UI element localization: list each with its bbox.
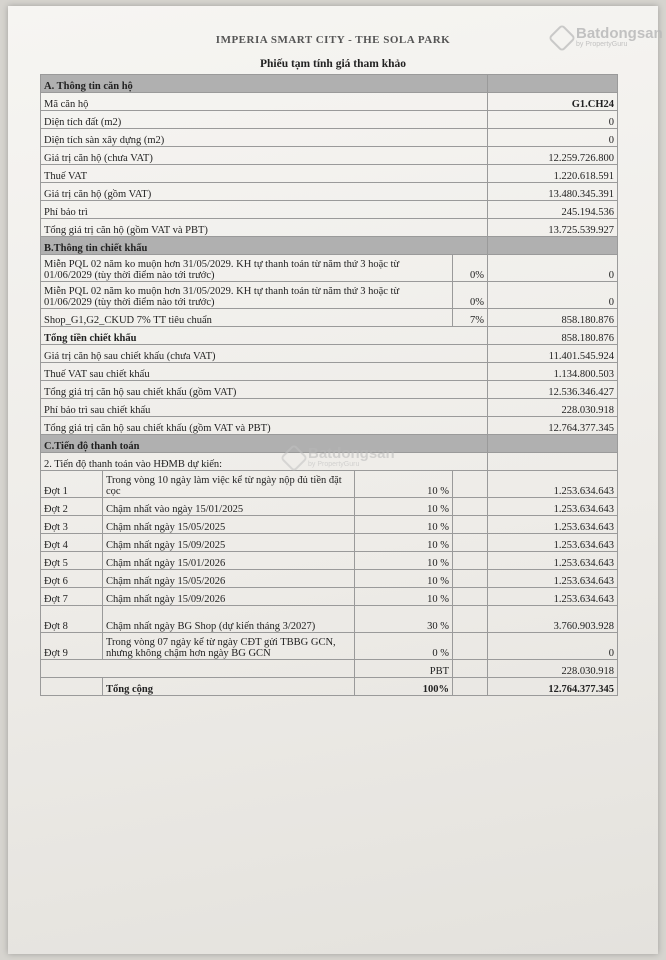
section-heading: C.Tiến độ thanh toán — [41, 435, 488, 453]
installment-percent: 0 % — [355, 633, 453, 660]
blank-cell — [488, 453, 618, 471]
row-label: Diện tích đất (m2) — [41, 111, 488, 129]
discount-percent: 7% — [453, 309, 488, 327]
installment-name: Đợt 7 — [41, 588, 103, 606]
installment-description: Chậm nhất ngày 15/05/2026 — [103, 570, 355, 588]
table-row — [41, 129, 618, 147]
watermark-brand: Batdongsan — [576, 25, 663, 42]
project-title: IMPERIA SMART CITY - THE SOLA PARK — [215, 34, 451, 46]
table-row — [41, 93, 618, 111]
row-label: Tổng giá trị căn hộ sau chiết khấu (gồm VAT và PBT) — [41, 417, 488, 435]
table-row — [41, 381, 618, 399]
installment-row — [41, 498, 618, 516]
row-label: Tổng giá trị căn hộ (gồm VAT và PBT) — [41, 219, 488, 237]
installment-percent: 10 % — [355, 516, 453, 534]
row-value: 228.030.918 — [488, 399, 618, 417]
installment-value: 1.253.634.643 — [488, 534, 618, 552]
installment-row — [41, 570, 618, 588]
installment-percent: 10 % — [355, 534, 453, 552]
row-value: 12.764.377.345 — [488, 417, 618, 435]
row-label: Giá trị căn hộ (gồm VAT) — [41, 183, 488, 201]
pbt-row — [41, 660, 618, 678]
row-value: 12.259.726.800 — [488, 147, 618, 165]
pbt-value: 228.030.918 — [488, 660, 618, 678]
schedule-subheading-label: 2. Tiến độ thanh toán vào HĐMB dự kiến: — [41, 453, 488, 471]
discount-percent: 0% — [453, 282, 488, 309]
table-row — [41, 363, 618, 381]
table-row — [41, 219, 618, 237]
blank-cell — [453, 498, 488, 516]
section-heading: B.Thông tin chiết khấu — [41, 237, 488, 255]
installment-row — [41, 633, 618, 660]
installment-description: Trong vòng 10 ngày làm việc kể từ ngày nộp đủ tiền đặt cọc — [103, 471, 355, 498]
section-a-heading — [41, 75, 618, 93]
installment-value: 1.253.634.643 — [488, 498, 618, 516]
installment-name: Đợt 4 — [41, 534, 103, 552]
installment-name: Đợt 5 — [41, 552, 103, 570]
installment-description: Chậm nhất ngày 15/05/2025 — [103, 516, 355, 534]
installment-percent: 10 % — [355, 498, 453, 516]
row-value: 858.180.876 — [488, 327, 618, 345]
installment-description: Chậm nhất vào ngày 15/01/2025 — [103, 498, 355, 516]
blank-cell — [453, 471, 488, 498]
installment-percent: 10 % — [355, 588, 453, 606]
installment-row — [41, 588, 618, 606]
table-row — [41, 201, 618, 219]
blank-cell — [453, 534, 488, 552]
section-heading-blank — [488, 75, 618, 93]
table-row — [41, 183, 618, 201]
installment-row — [41, 534, 618, 552]
row-label: Phí bảo trì — [41, 201, 488, 219]
installment-percent: 10 % — [355, 471, 453, 498]
installment-row — [41, 471, 618, 498]
installment-value: 1.253.634.643 — [488, 588, 618, 606]
installment-value: 1.253.634.643 — [488, 552, 618, 570]
section-heading: A. Thông tin căn hộ — [41, 75, 488, 93]
installment-name: Đợt 1 — [41, 471, 103, 498]
installment-value: 1.253.634.643 — [488, 570, 618, 588]
document-subtitle: Phiếu tạm tính giá tham khảo — [259, 58, 406, 70]
section-b-heading — [41, 237, 618, 255]
price-quote-table — [40, 74, 618, 696]
row-label: Phí bảo trì sau chiết khấu — [41, 399, 488, 417]
grand-total-percent: 100% — [355, 678, 453, 696]
discount-value: 0 — [488, 255, 618, 282]
installment-name: Đợt 3 — [41, 516, 103, 534]
grand-total-label: Tổng cộng — [103, 678, 355, 696]
row-label: Tổng tiền chiết khấu — [41, 327, 488, 345]
row-label: Thuế VAT sau chiết khấu — [41, 363, 488, 381]
table-row — [41, 345, 618, 363]
installment-percent: 10 % — [355, 552, 453, 570]
row-value: 0 — [488, 111, 618, 129]
blank-cell — [453, 516, 488, 534]
row-value: 11.401.545.924 — [488, 345, 618, 363]
watermark-sub: by PropertyGuru — [576, 41, 628, 48]
discount-description: Miễn PQL 02 năm ko muộn hơn 31/05/2029. KH tự thanh toán từ năm thứ 3 hoặc từ 01/06/2029 (tùy thời điểm nào tới trước) — [41, 282, 453, 309]
discount-description: Shop_G1,G2_CKUD 7% TT tiêu chuẩn — [41, 309, 453, 327]
installment-value: 3.760.903.928 — [488, 606, 618, 633]
watermark-sub: by PropertyGuru — [308, 461, 360, 468]
discount-value: 858.180.876 — [488, 309, 618, 327]
grand-total-value: 12.764.377.345 — [488, 678, 618, 696]
discount-percent: 0% — [453, 255, 488, 282]
row-value: 1.134.800.503 — [488, 363, 618, 381]
installment-description: Chậm nhất ngày 15/01/2026 — [103, 552, 355, 570]
row-value: G1.CH24 — [488, 93, 618, 111]
blank-cell — [453, 588, 488, 606]
section-heading-blank — [488, 435, 618, 453]
row-value: 13.725.539.927 — [488, 219, 618, 237]
table-row — [41, 111, 618, 129]
row-value: 13.480.345.391 — [488, 183, 618, 201]
installment-value: 0 — [488, 633, 618, 660]
pbt-label: PBT — [355, 660, 453, 678]
installment-value: 1.253.634.643 — [488, 516, 618, 534]
batdongsan-logo-icon — [280, 443, 308, 471]
discount-row — [41, 282, 618, 309]
installment-description: Chậm nhất ngày BG Shop (dự kiến tháng 3/2027) — [103, 606, 355, 633]
installment-name: Đợt 9 — [41, 633, 103, 660]
row-label: Thuế VAT — [41, 165, 488, 183]
installment-percent: 30 % — [355, 606, 453, 633]
installment-row — [41, 552, 618, 570]
row-label: Tổng giá trị căn hộ sau chiết khấu (gồm VAT) — [41, 381, 488, 399]
discount-row — [41, 309, 618, 327]
watermark-middle — [284, 446, 395, 469]
blank-cell — [453, 570, 488, 588]
blank-cell — [453, 660, 488, 678]
discount-description: Miễn PQL 02 năm ko muộn hơn 31/05/2029. KH tự thanh toán từ năm thứ 3 hoặc từ 01/06/2029 (tùy thời điểm nào tới trước) — [41, 255, 453, 282]
table-row — [41, 399, 618, 417]
table-row — [41, 147, 618, 165]
section-heading-blank — [488, 237, 618, 255]
discount-value: 0 — [488, 282, 618, 309]
blank-cell — [453, 552, 488, 570]
row-label: Giá trị căn hộ sau chiết khấu (chưa VAT) — [41, 345, 488, 363]
row-value: 1.220.618.591 — [488, 165, 618, 183]
installment-row — [41, 516, 618, 534]
blank-cell — [453, 606, 488, 633]
row-value: 12.536.346.427 — [488, 381, 618, 399]
installment-row — [41, 606, 618, 633]
blank-cell — [41, 660, 355, 678]
grand-total-row — [41, 678, 618, 696]
row-value: 0 — [488, 129, 618, 147]
table-row — [41, 327, 618, 345]
row-label: Diện tích sàn xây dựng (m2) — [41, 129, 488, 147]
table-row — [41, 417, 618, 435]
installment-name: Đợt 6 — [41, 570, 103, 588]
row-value: 245.194.536 — [488, 201, 618, 219]
blank-cell — [41, 678, 103, 696]
installment-description: Chậm nhất ngày 15/09/2025 — [103, 534, 355, 552]
row-label: Giá trị căn hộ (chưa VAT) — [41, 147, 488, 165]
table-row — [41, 165, 618, 183]
blank-cell — [453, 678, 488, 696]
row-label: Mã căn hộ — [41, 93, 488, 111]
watermark-brand: Batdongsan — [308, 445, 395, 462]
installment-value: 1.253.634.643 — [488, 471, 618, 498]
discount-row — [41, 255, 618, 282]
installment-description: Trong vòng 07 ngày kể từ ngày CĐT gửi TBBG GCN, nhưng không chậm hơn ngày BG GCN — [103, 633, 355, 660]
installment-percent: 10 % — [355, 570, 453, 588]
installment-name: Đợt 8 — [41, 606, 103, 633]
blank-cell — [453, 633, 488, 660]
installment-description: Chậm nhất ngày 15/09/2026 — [103, 588, 355, 606]
installment-name: Đợt 2 — [41, 498, 103, 516]
